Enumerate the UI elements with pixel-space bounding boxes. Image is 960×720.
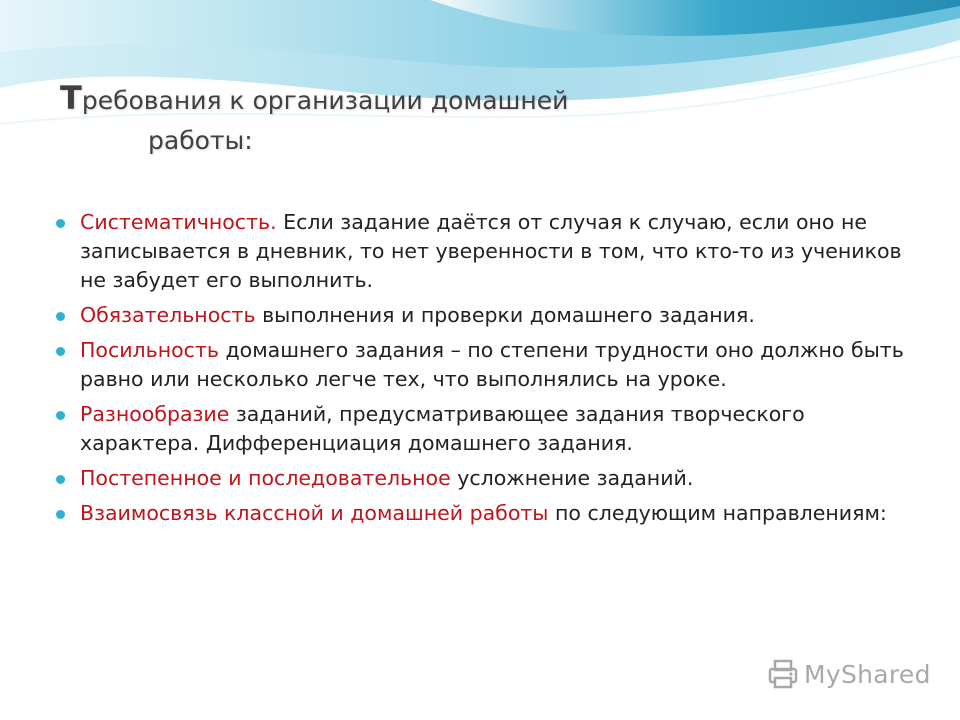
item-highlight: Обязательность bbox=[80, 303, 256, 327]
bullet-list-container bbox=[80, 208, 910, 534]
item-text: выполнения и проверки домашнего задания. bbox=[255, 303, 755, 327]
printer-icon bbox=[766, 657, 800, 691]
list-item bbox=[80, 301, 910, 330]
item-highlight: Разнообразие bbox=[80, 402, 230, 426]
item-text: заданий, предусматривающее задания творческого характера. Дифференциация домашнего задания. bbox=[80, 402, 805, 455]
item-text: домашнего задания – по степени трудности оно должно быть равно или несколько легче тех, что выполнялись на уроке. bbox=[80, 338, 904, 391]
list-item bbox=[80, 336, 910, 394]
bullet-dot-icon bbox=[56, 411, 65, 420]
list-item bbox=[80, 400, 910, 458]
title-line-1 bbox=[60, 78, 860, 121]
item-highlight: Систематичность. bbox=[80, 210, 277, 234]
title-line-2: работы: bbox=[148, 126, 253, 155]
bullet-dot-icon bbox=[56, 312, 65, 321]
title-first-letter: Т bbox=[60, 79, 82, 117]
list-item bbox=[80, 499, 910, 528]
item-text: усложнение заданий. bbox=[450, 466, 694, 490]
bullet-dot-icon bbox=[56, 510, 65, 519]
bullet-dot-icon bbox=[56, 347, 65, 356]
item-highlight: Взаимосвязь классной и домашней работы bbox=[80, 501, 549, 525]
list-item bbox=[80, 208, 910, 295]
bullet-list bbox=[80, 208, 910, 528]
title-line-1-rest: ребования к организации домашней bbox=[81, 86, 569, 115]
list-item bbox=[80, 464, 910, 493]
item-text: Если задание даётся от случая к случаю, если оно не записывается в дневник, то нет уверенности в том, что кто-то из учеников не забудет его выполнить. bbox=[80, 210, 902, 292]
slide-title bbox=[60, 78, 860, 161]
item-text: по следующим направлениям: bbox=[548, 501, 887, 525]
watermark-text: MyShared bbox=[804, 659, 931, 689]
item-highlight: Постепенное и последовательное bbox=[80, 466, 451, 490]
bullet-dot-icon bbox=[56, 475, 65, 484]
watermark bbox=[766, 654, 936, 694]
bullet-dot-icon bbox=[56, 219, 65, 228]
item-highlight: Посильность bbox=[80, 338, 219, 362]
